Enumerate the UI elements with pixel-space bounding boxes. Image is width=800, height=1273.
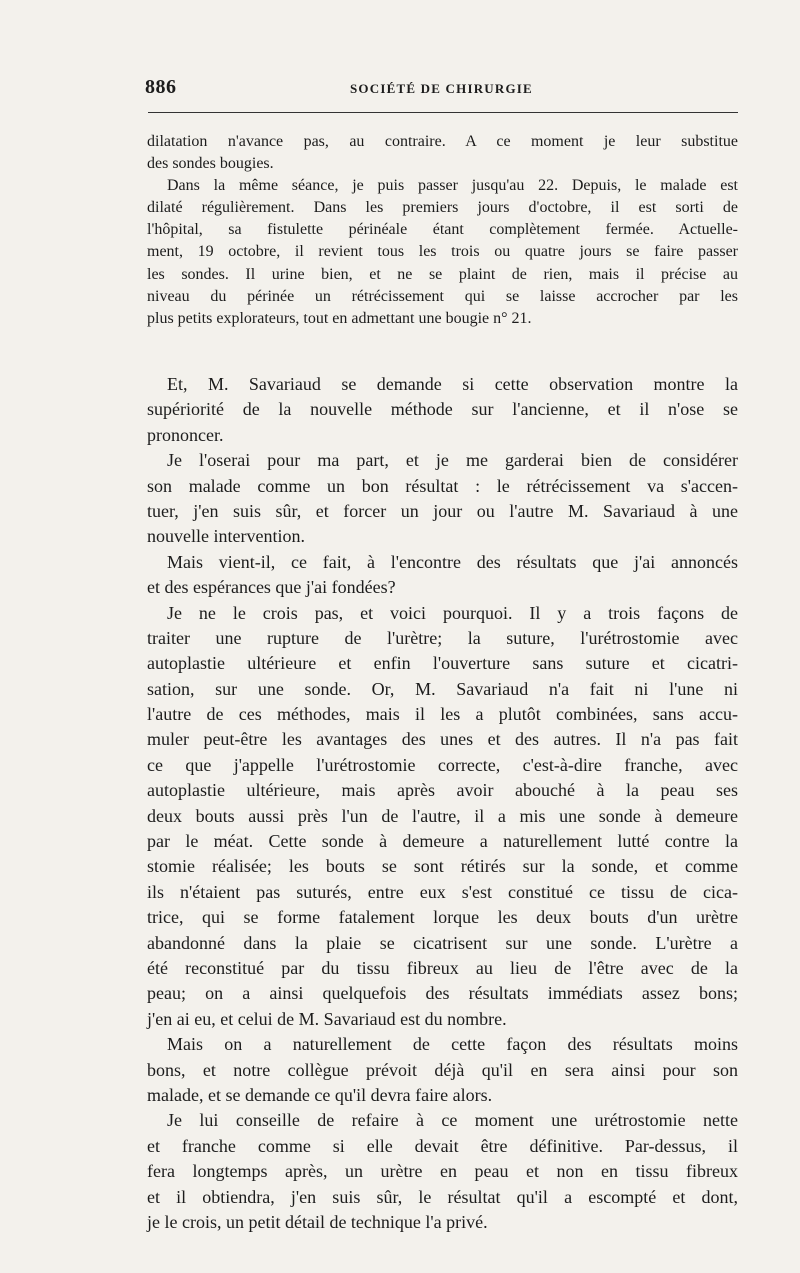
text-line: Mais on a naturellement de cette façon des résultats moins	[167, 1034, 738, 1055]
page-number: 886	[145, 76, 177, 98]
text-line: niveau du périnée un rétrécissement qui se laisse accrocher par les	[147, 287, 738, 305]
text-line: ils n'étaient pas suturés, entre eux s'est constitué ce tissu de cica-	[147, 881, 738, 902]
text-line: fera longtemps après, un urètre en peau et non en tissu fibreux	[147, 1161, 738, 1182]
text-line: Je ne le crois pas, et voici pourquoi. Il y a trois façons de	[167, 602, 738, 623]
text-line: ment, 19 octobre, il revient tous les trois ou quatre jours se faire passer	[147, 243, 738, 261]
text-line: stomie réalisée; les bouts se sont rétirés sur la sonde, et comme	[147, 856, 738, 877]
header-rule	[148, 112, 738, 113]
text-line: dilatation n'avance pas, au contraire. A ce moment je leur substitue	[147, 133, 738, 150]
text-line: muler peut-être les avantages des unes et des autres. Il n'a pas fait	[147, 729, 738, 750]
text-line: été reconstitué par du tissu fibreux au lieu de l'être avec de la	[147, 957, 738, 978]
text-line: traiter une rupture de l'urètre; la suture, l'urétrostomie avec	[147, 627, 738, 648]
text-line: supériorité de la nouvelle méthode sur l'ancienne, et il n'ose se	[147, 399, 738, 420]
text-line: autoplastie ultérieure, mais après avoir abouché à la peau ses	[147, 780, 738, 801]
text-line: peau; on a ainsi quelquefois des résultats immédiats assez bons;	[147, 983, 738, 1004]
text-line: sation, sur une sonde. Or, M. Savariaud n'a fait ni l'une ni	[147, 678, 738, 699]
text-line: l'autre de ces méthodes, mais il les a plutôt combinées, sans accu-	[147, 704, 738, 725]
text-line: et il obtiendra, j'en suis sûr, le résultat qu'il a escompté et dont,	[147, 1186, 738, 1207]
text-line: l'hôpital, sa fistulette périnéale étant complètement fermée. Actuelle-	[147, 221, 738, 239]
text-line: les sondes. Il urine bien, et ne se plaint de rien, mais il précise au	[147, 265, 738, 283]
text-line: Mais vient-il, ce fait, à l'encontre des résultats que j'ai annoncés	[167, 551, 738, 572]
text-line: Je l'oserai pour ma part, et je me garderai bien de considérer	[167, 450, 738, 471]
text-line: par le méat. Cette sonde à demeure a naturellement lutté contre la	[147, 831, 738, 852]
text-line: abandonné dans la plaie se cicatrisent sur une sonde. L'urètre a	[147, 932, 738, 953]
text-line: son malade comme un bon résultat : le rétrécissement va s'accen-	[147, 475, 738, 496]
text-line: dilaté régulièrement. Dans les premiers jours d'octobre, il est sorti de	[147, 199, 738, 217]
text-line: Je lui conseille de refaire à ce moment une urétrostomie nette	[167, 1110, 738, 1131]
text-line: Dans la même séance, je puis passer jusqu'au 22. Depuis, le malade est	[167, 177, 738, 195]
discussion-text	[147, 372, 738, 1235]
text-line: bons, et notre collègue prévoit déjà qu'il en sera ainsi pour son	[147, 1059, 738, 1080]
text-line: ce que j'appelle l'urétrostomie correcte, c'est-à-dire franche, avec	[147, 754, 738, 775]
text-line: deux bouts aussi près l'un de l'autre, il a mis une sonde à demeure	[147, 805, 738, 826]
text-line: malade, et se demande ce qu'il devra faire alors.	[147, 1084, 493, 1105]
text-line: plus petits explorateurs, tout en admettant une bougie n° 21.	[147, 309, 532, 327]
observation-paragraph	[147, 131, 738, 330]
text-line: trice, qui se forme fatalement lorque les deux bouts d'un urètre	[147, 907, 738, 928]
text-line: et des espérances que j'ai fondées?	[147, 577, 396, 598]
text-line: Et, M. Savariaud se demande si cette observation montre la	[167, 374, 738, 394]
text-line: tuer, j'en suis sûr, et forcer un jour ou l'autre M. Savariaud à une	[147, 500, 738, 521]
text-line: prononcer.	[147, 424, 224, 445]
running-head	[145, 76, 740, 102]
text-line: autoplastie ultérieure et enfin l'ouverture sans suture et cicatri-	[147, 653, 738, 674]
text-line: je le crois, un petit détail de technique l'a privé.	[147, 1211, 488, 1232]
journal-title: SOCIÉTÉ DE CHIRURGIE	[350, 81, 533, 96]
text-line: des sondes bougies.	[147, 155, 274, 173]
text-line: et franche comme si elle devait être définitive. Par-dessus, il	[147, 1135, 738, 1156]
text-line: j'en ai eu, et celui de M. Savariaud est du nombre.	[147, 1008, 507, 1029]
text-line: nouvelle intervention.	[147, 526, 305, 547]
